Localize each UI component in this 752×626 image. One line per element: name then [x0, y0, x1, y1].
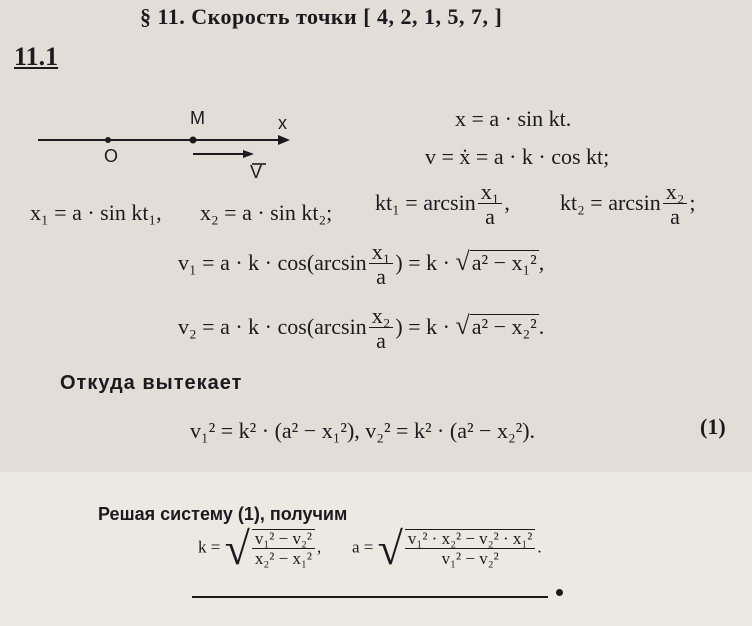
- a-left: a =: [352, 537, 374, 557]
- equation-x2: x₂ = a · sin kt₂;: [200, 200, 333, 225]
- k-numerator: v₁² − v₂²: [252, 530, 315, 549]
- conclusion-text: Откуда вытекает: [60, 372, 243, 394]
- v2-left: v₂ = a · k · cos(arcsin: [178, 313, 367, 339]
- origin-point: [105, 137, 111, 143]
- solution-block: [0, 472, 752, 626]
- velocity-vector-arrowhead: [243, 150, 254, 158]
- v2-numerator: x₂: [369, 304, 394, 328]
- label-x: x: [278, 113, 287, 133]
- v1-radicand: a² − x₁²: [471, 249, 537, 275]
- label-m: M: [190, 108, 205, 128]
- kt1-left: kt₁ = arcsin: [375, 189, 476, 215]
- equation-system: v₁² = k² · (a² − x₁²), v₂² = k² · (a² − x₂²).: [190, 418, 536, 443]
- a-denominator: v₁² − v₂²: [441, 548, 499, 568]
- k-denominator: x₂² − x₁²: [254, 548, 312, 568]
- section-title: § 11. Скорость точки [ 4, 2, 1, 5, 7, ]: [140, 4, 503, 29]
- label-o: O: [104, 146, 119, 166]
- v2-right: ) = k ·: [395, 313, 450, 339]
- kt2-denominator: a: [670, 204, 680, 230]
- v1-right: ) = k ·: [395, 249, 450, 275]
- label-v: V: [250, 162, 263, 182]
- equation-x-law: x = a · sin kt.: [455, 106, 572, 131]
- point-m: [190, 137, 197, 144]
- v1-numerator: x₁: [369, 240, 394, 264]
- problem-number: 11.1: [14, 42, 59, 71]
- equation-v-law: v = ẋ = a · k · cos kt;: [425, 144, 610, 169]
- k-left: k =: [198, 537, 221, 557]
- equation-v1: v₁ = a · k · cos(arcsin $\frac{\text{x₁}}{a}$ ) = k · √a² − x₁²,: [178, 239, 545, 290]
- kt2-left: kt₂ = arcsin: [560, 189, 661, 215]
- v2-radicand: a² − x₂²: [471, 313, 537, 339]
- kt1-denominator: a: [485, 204, 495, 230]
- v1-left: v₁ = a · k · cos(arcsin: [178, 249, 367, 275]
- equation-kt2: kt₂ = arcsin $\frac{\text{x₂}}{a}$ ;: [560, 179, 696, 230]
- solution-text: Решая систему (1), получим: [98, 504, 348, 524]
- equation-k: k = √ $\frac{\text{v₁² − v₂²}}{\text{x₂² − x₁²}}$ ,: [198, 523, 322, 574]
- a-numerator: v₁² · x₂² − v₂² · x₁²: [405, 530, 536, 549]
- equation-tag: (1): [700, 414, 726, 439]
- v1-denominator: a: [376, 264, 386, 290]
- x-axis-arrowhead: [278, 135, 290, 145]
- axis-diagram: [30, 108, 320, 188]
- end-dot: [556, 589, 563, 596]
- kt1-numerator: x₁: [478, 180, 503, 204]
- equation-kt1: kt₁ = arcsin $\frac{\text{x₁}}{a}$ ,: [375, 179, 510, 230]
- v2-denominator: a: [376, 328, 386, 354]
- equation-a: a = √ $\frac{\text{v₁² · x₂² − v₂² · x₁²}}{\text{v₁² − v₂²}}$ .: [352, 523, 542, 574]
- kt2-numerator: x₂: [663, 180, 688, 204]
- closing-rule: [192, 596, 548, 598]
- equation-x1: x₁ = a · sin kt₁,: [30, 200, 162, 225]
- equation-v2: v₂ = a · k · cos(arcsin $\frac{\text{x₂}}{a}$ ) = k · √a² − x₂².: [178, 303, 545, 354]
